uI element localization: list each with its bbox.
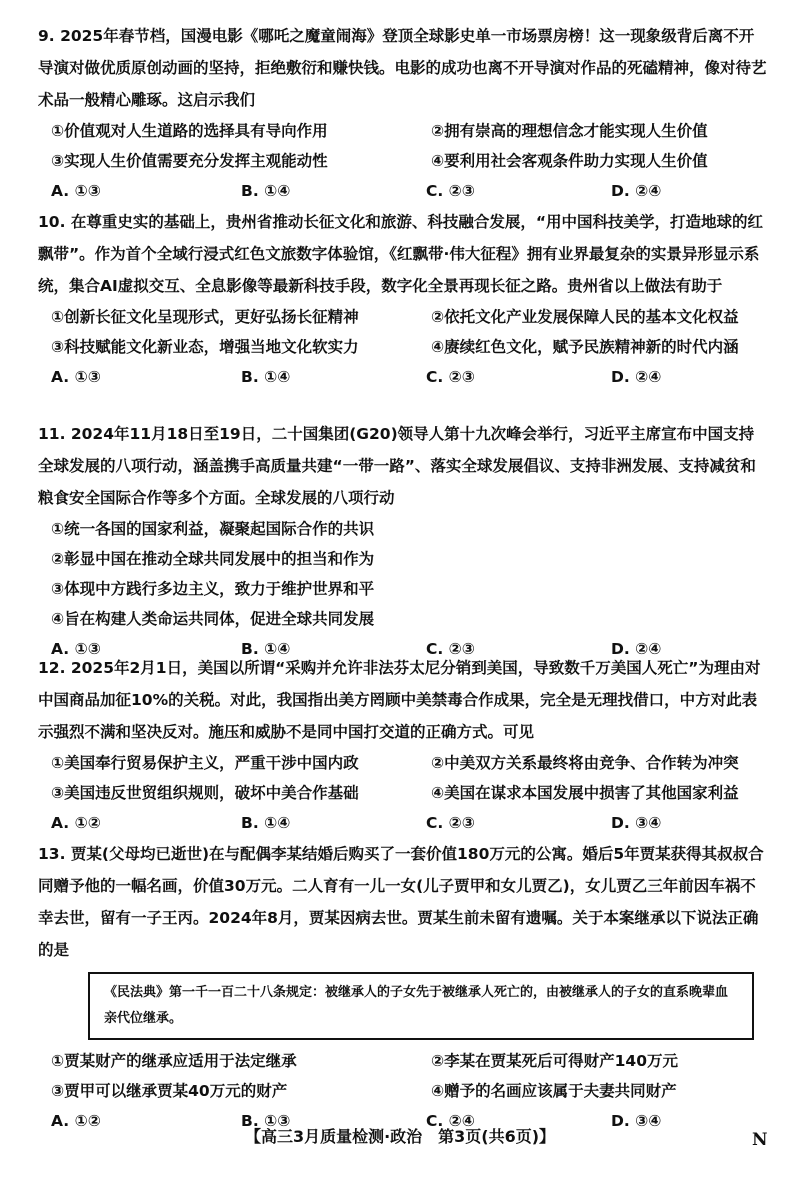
choice-b: B. ①③ [241,1112,291,1130]
choice-a: A. ①③ [51,368,101,386]
option-item: ①统一各国的国家利益，凝聚起国际合作的共识 [51,520,375,538]
option-item: ②依托文化产业发展保障人民的基本文化权益 [431,308,739,326]
choice-d: D. ②④ [611,640,662,658]
choice-b: B. ①④ [241,182,291,200]
option-item: ③科技赋能文化新业态，增强当地文化软实力 [51,338,359,356]
choice-b: B. ①④ [241,368,291,386]
option-item: ④旨在构建人类命运共同体，促进全球共同发展 [51,610,375,628]
choice-c: C. ②③ [426,182,475,200]
question-13 [38,838,768,1136]
option-item: ④赠予的名画应该属于夫妻共同财产 [431,1082,677,1100]
option-item: ④赓续红色文化，赋予民族精神新的时代内涵 [431,338,739,356]
choice-c: C. ②③ [426,814,475,832]
option-list [38,116,768,176]
choice-a: A. ①② [51,814,101,832]
option-item: ①美国奉行贸易保护主义，严重干涉中国内政 [51,754,359,772]
choice-c: C. ②④ [426,1112,475,1130]
question-stem: 13. 贾某(父母均已逝世)在与配偶李某结婚后购买了一套价值180万元的公寓。婚后5年贾某获得其叔叔合同赠予他的一幅名画，价值30万元。二人育有一儿一女(儿子贾甲和女儿贾乙)，女儿贾乙三年前因车祸不幸去世，留有一子王丙。2024年8月，贾某因病去世。贾某生前未留有遗嘱。关于本案继承以下说法正确的是 [38,845,764,959]
option-item: ④要利用社会客观条件助力实现人生价值 [431,152,708,170]
option-item: ③贾甲可以继承贾某40万元的财产 [51,1082,288,1100]
option-item: ②李某在贾某死后可得财产140万元 [431,1052,678,1070]
option-item: ③美国违反世贸组织规则，破坏中美合作基础 [51,784,359,802]
option-item: ③体现中方践行多边主义，致力于维护世界和平 [51,580,375,598]
law-quote-box: 《民法典》第一千一百二十八条规定：被继承人的子女先于被继承人死亡的，由被继承人的子女的直系晚辈血亲代位继承。 [88,972,754,1040]
choice-a: A. ①③ [51,640,101,658]
option-item: ③实现人生价值需要充分发挥主观能动性 [51,152,328,170]
option-item: ①价值观对人生道路的选择具有导向作用 [51,122,328,140]
page-footer: 【高三3月质量检测·政治 第3页(共6页)】 [244,1127,556,1146]
answer-choices [38,362,768,392]
question-10 [38,206,768,392]
question-9 [38,20,768,206]
answer-choices [38,176,768,206]
choice-b: B. ①④ [241,640,291,658]
option-list [38,1046,768,1106]
choice-c: C. ②③ [426,640,475,658]
choice-d: D. ②④ [611,368,662,386]
question-stem: 11. 2024年11月18日至19日，二十国集团(G20)领导人第十九次峰会举行，习近平主席宣布中国支持全球发展的八项行动，涵盖携手高质量共建“一带一路”、落实全球发展倡议、支持非洲发展、支持减贫和粮食安全国际合作等多个方面。全球发展的八项行动 [38,425,756,507]
choice-d: D. ③④ [611,1112,662,1130]
choice-a: A. ①② [51,1112,101,1130]
question-12 [38,652,768,838]
option-item: ④美国在谋求本国发展中损害了其他国家利益 [431,784,739,802]
option-list [38,514,768,634]
choice-d: D. ③④ [611,814,662,832]
answer-choices [38,808,768,838]
choice-d: D. ②④ [611,182,662,200]
choice-a: A. ①③ [51,182,101,200]
question-stem: 10. 在尊重史实的基础上，贵州省推动长征文化和旅游、科技融合发展，“用中国科技美学，打造地球的红飘带”。作为首个全域行浸式红色文旅数字体验馆，《红飘带·伟大征程》拥有业界最复杂的实景异形显示系统，集合AI虚拟交互、全息影像等最新科技手段，数字化全景再现长征之路。贵州省以上做法有助于 [38,213,764,295]
question-stem: 9. 2025年春节档，国漫电影《哪吒之魔童闹海》登顶全球影史单一市场票房榜！这一现象级背后离不开导演对做优质原创动画的坚持，拒绝敷衍和赚快钱。电影的成功也离不开导演对作品的死磕精神，像对待艺术品一般精心雕琢。这启示我们 [38,27,767,109]
choice-c: C. ②③ [426,368,475,386]
option-item: ②中美双方关系最终将由竞争、合作转为冲突 [431,754,739,772]
question-stem: 12. 2025年2月1日，美国以所谓“采购并允许非法芬太尼分销到美国，导致数千万美国人死亡”为理由对中国商品加征10%的关税。对此，我国指出美方罔顾中美禁毒合作成果，完全是无理找借口，中方对此表示强烈不满和坚决反对。施压和威胁不是同中国打交道的正确方式。可见 [38,659,761,741]
option-list [38,748,768,808]
option-list [38,302,768,362]
option-item: ①贾某财产的继承应适用于法定继承 [51,1052,297,1070]
option-item: ②彰显中国在推动全球共同发展中的担当和作为 [51,550,375,568]
option-item: ①创新长征文化呈现形式，更好弘扬长征精神 [51,308,359,326]
option-item: ②拥有崇高的理想信念才能实现人生价值 [431,122,708,140]
corner-mark: N [752,1130,768,1150]
question-11 [38,418,768,664]
choice-b: B. ①④ [241,814,291,832]
